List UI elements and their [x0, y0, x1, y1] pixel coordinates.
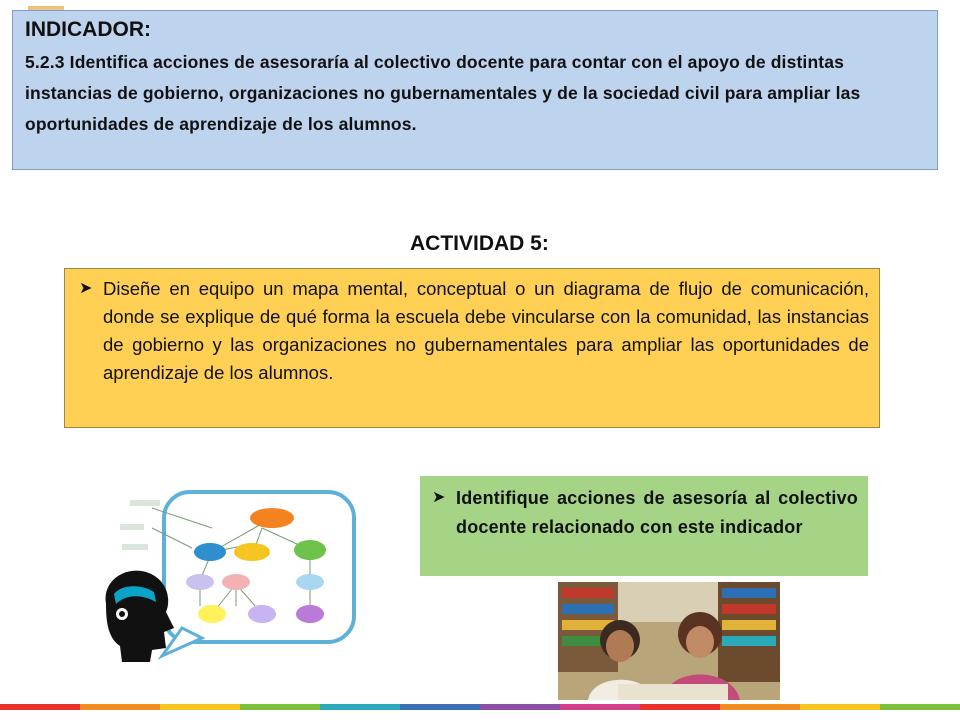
footer-segment: [560, 704, 640, 710]
footer-segment: [720, 704, 800, 710]
footer-segment: [160, 704, 240, 710]
activity-text: Diseñe en equipo un mapa mental, conceptual o un diagrama de flujo de comunicación, donde se explique de qué forma la escuela debe vincularse con la comunidad, las instancias de gobierno y las organizaciones no gubernamentales para ampliar las oportunidades de aprendizaje de los alumnos.: [103, 278, 869, 383]
indicator-text: 5.2.3 Identifica acciones de asesoraría al colectivo docente para contar con el apoyo de distintas instancias de gobierno, organizaciones no gubernamentales y de la sociedad civil para ampliar las oportunidades de aprendizaje de los alumnos.: [25, 52, 861, 134]
task-box: [420, 476, 868, 576]
footer-segment: [0, 704, 80, 710]
activity-title: ACTIVIDAD 5:: [410, 232, 549, 255]
footer-segment: [640, 704, 720, 710]
task-bullet: [432, 484, 858, 542]
footer-segment: [800, 704, 880, 710]
activity-box: [64, 268, 880, 428]
head-mindmap-illustration: [92, 488, 362, 668]
footer-segment: [400, 704, 480, 710]
footer-segment: [480, 704, 560, 710]
teachers-meeting-photo: [558, 582, 780, 700]
activity-bullet: [79, 275, 869, 387]
indicator-box: [12, 10, 938, 170]
footer-segment: [880, 704, 960, 710]
arrow-bullet-icon: ➤: [79, 280, 93, 297]
footer-segment: [240, 704, 320, 710]
footer-color-bar: [0, 704, 960, 710]
indicator-title: INDICADOR:: [25, 18, 151, 41]
footer-segment: [80, 704, 160, 710]
arrow-bullet-icon: ➤: [432, 489, 446, 506]
footer-segment: [320, 704, 400, 710]
task-text: Identifique acciones de asesoría al colectivo docente relacionado con este indicador: [456, 488, 858, 537]
